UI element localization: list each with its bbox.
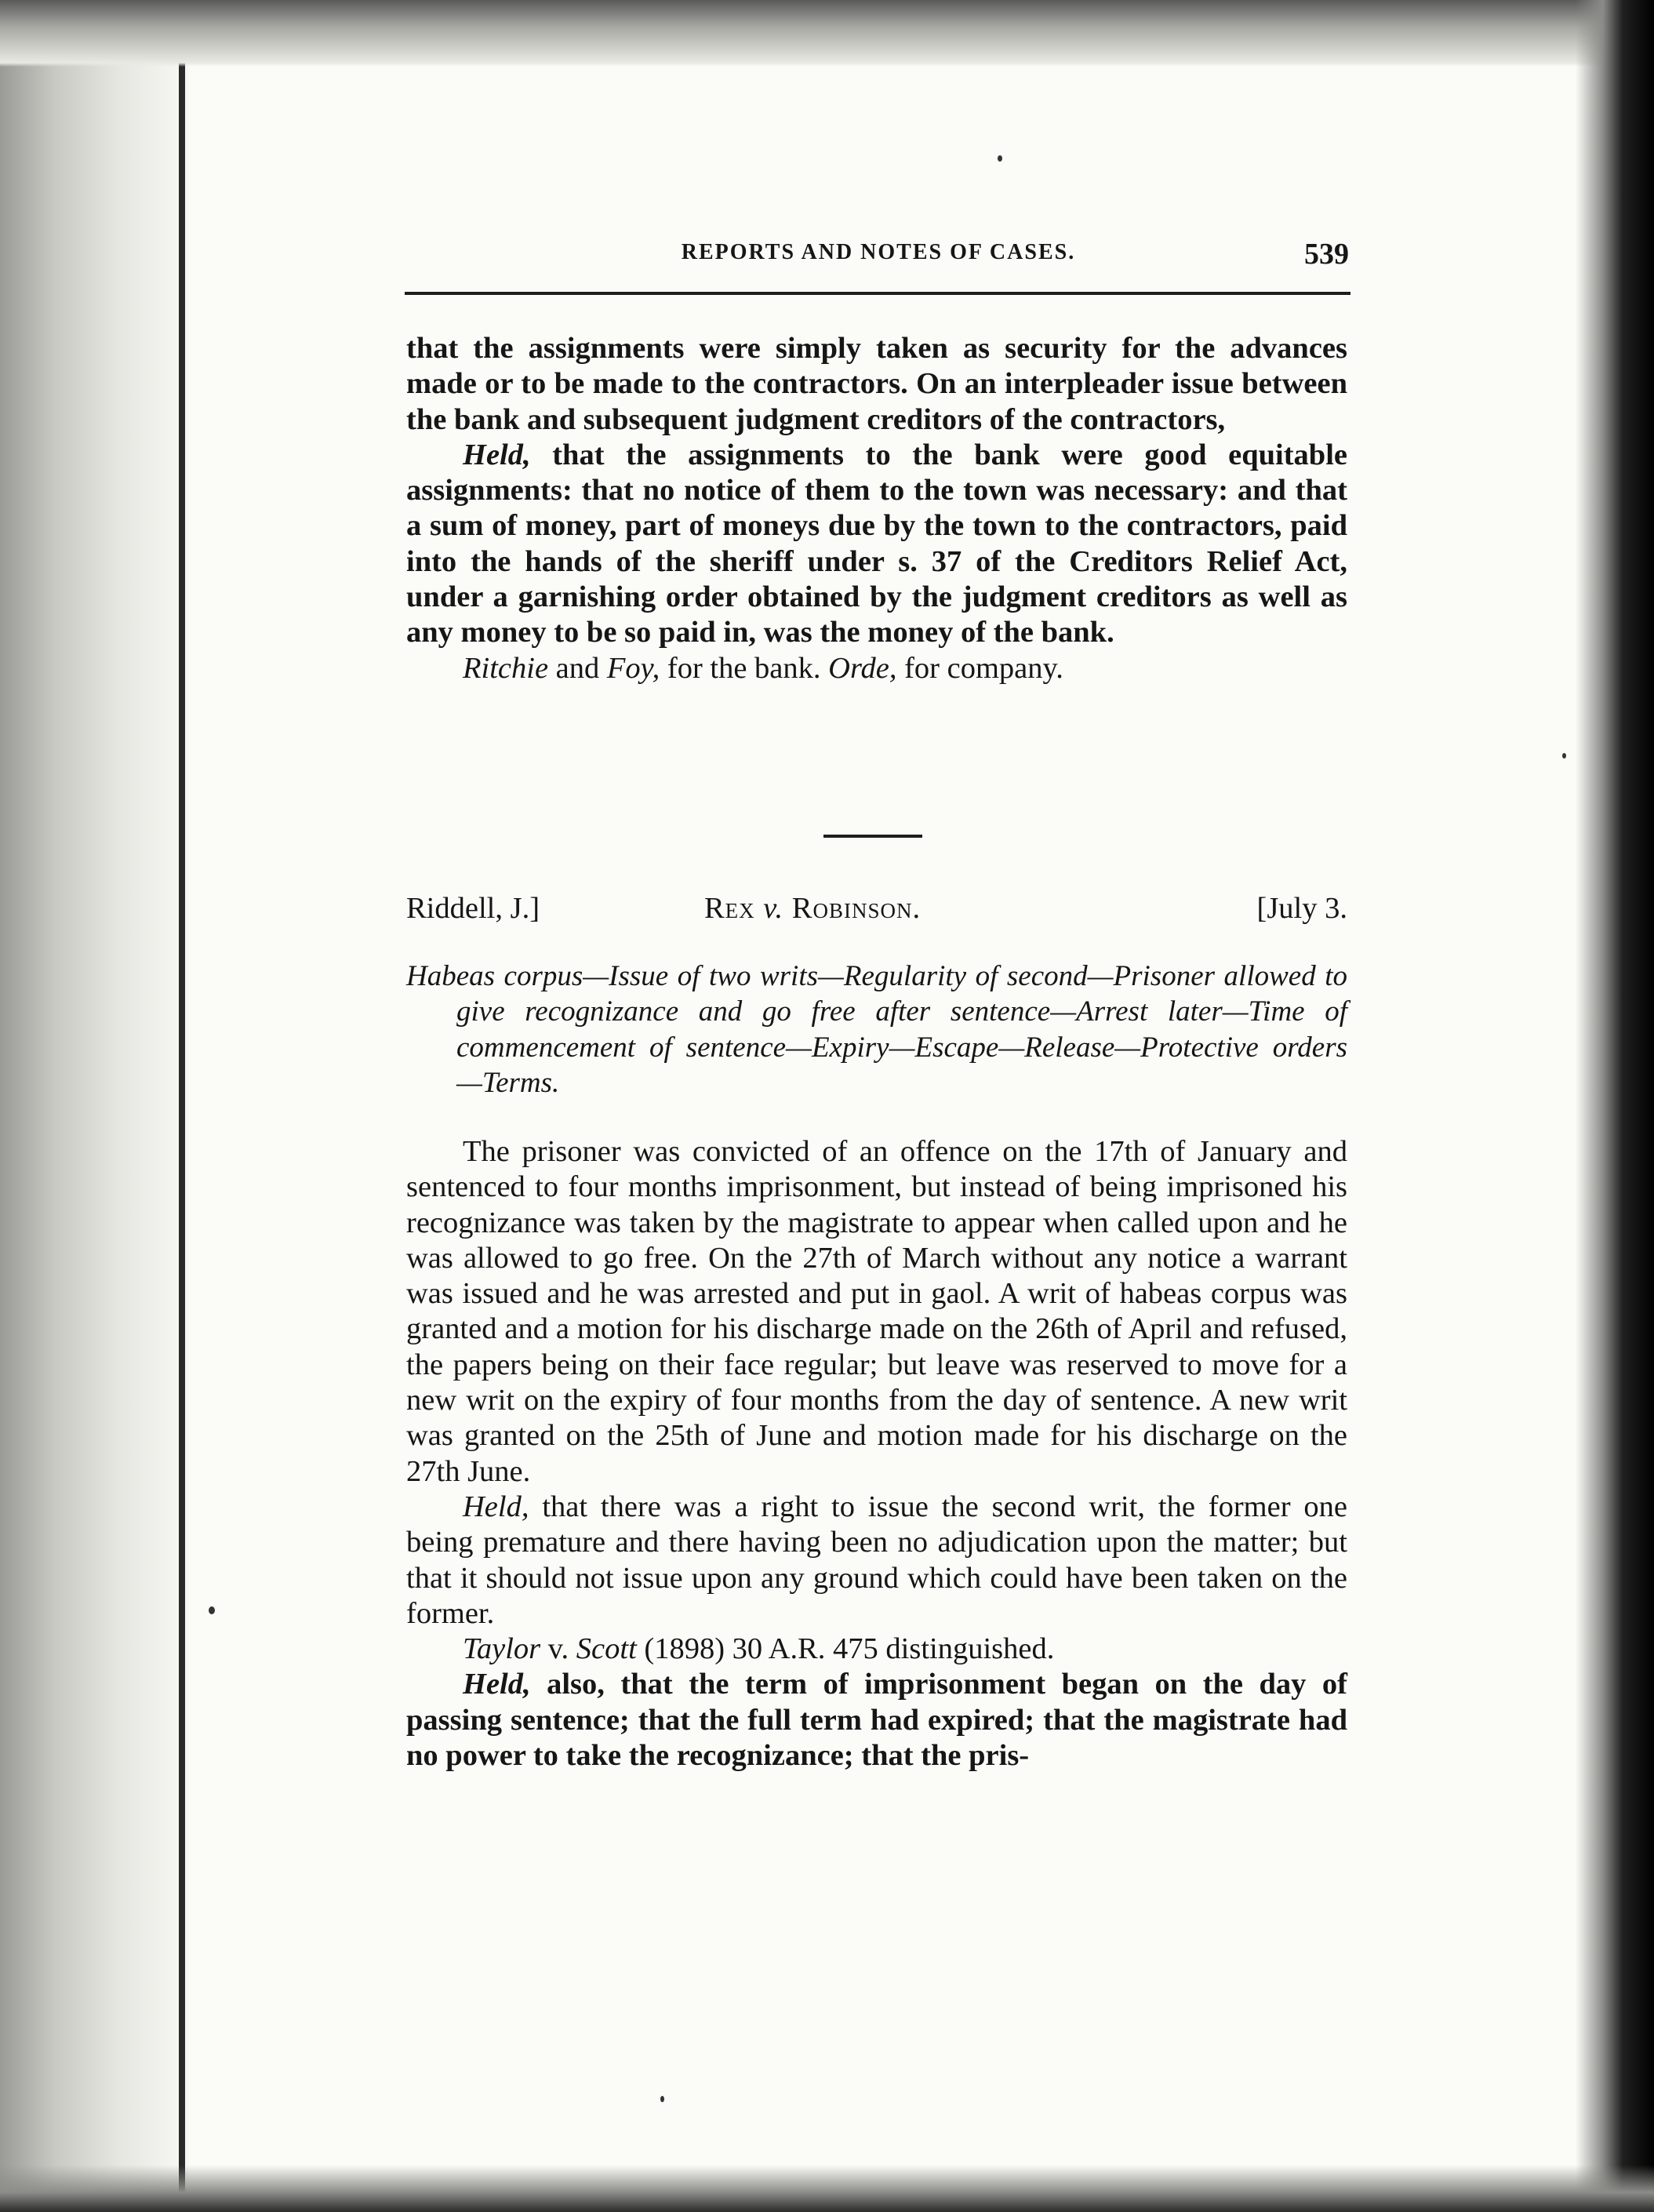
case-divider (823, 835, 922, 838)
holding-paragraph-2: Held, also, that the term of imprisonment began on the day of passing sentence; that the full term had expired; that the magistrate had no power to take the recognizance; that the pris- (406, 1668, 1347, 1773)
previous-case-continuation (406, 331, 1347, 686)
scan-page-edge (179, 31, 185, 2196)
header-rule (405, 292, 1350, 295)
case-heading (406, 891, 1347, 935)
scan-shadow-right (1576, 0, 1654, 2212)
case-judge: Riddell, J.] (406, 892, 540, 925)
case-body (406, 1134, 1347, 1774)
running-header: REPORTS AND NOTES OF CASES. (681, 240, 1076, 264)
case-headnote: Habeas corpus—Issue of two writs—Regularity of second—Prisoner allowed to give recognizance and go free after sentence—Arrest later—Time of commencement of sentence—Expiry—Escape—Release—Protective orders—Terms. (406, 960, 1347, 1099)
scan-speck (209, 1606, 215, 1614)
scan-speck (1562, 753, 1566, 759)
scan-speck (660, 2096, 664, 2102)
case-date: [July 3. (1256, 892, 1347, 925)
scan-shadow-left (0, 0, 188, 2212)
counsel-line: Ritchie and Foy, for the bank. Orde, for company. (463, 651, 1063, 685)
holding-paragraph: Held, that the assignments to the bank were good equitable assignments: that no notice of them to the town was necessary: and that a sum of money, part of moneys due by the town to the contractors, paid into the hands of the sheriff under s. 37 of the Creditors Relief Act, under a garnishing order obtained by the judgment creditors as well as any money to be so paid in, was the money of the bank. (406, 438, 1347, 649)
facts-paragraph: The prisoner was convicted of an offence on the 17th of January and sentenced to four months imprisonment, but instead of being imprisoned his recognizance was taken by the magistrate to appear when called upon and he was allowed to go free. On the 27th of March without any notice a warrant was issued and he was arrested and put in gaol. A writ of habeas corpus was granted and a motion for his discharge made on the 26th of April and refused, the papers being on their face regular; but leave was reserved to move for a new writ on the expiry of four months from the day of sentence. A new writ was granted on the 25th of June and motion made for his discharge on the 27th June. (406, 1135, 1347, 1488)
continuation-paragraph: that the assignments were simply taken as security for the advances made or to be made to the contractors. On an interpleader issue between the bank and subsequent judgment creditors of the contractors, (406, 332, 1347, 436)
scan-shadow-top (0, 0, 1654, 67)
page-number: 539 (1304, 238, 1349, 271)
scan-speck (998, 155, 1002, 162)
case-title: Rex v. Robinson. (704, 892, 922, 925)
scan-shadow-bottom (0, 2165, 1654, 2212)
holding-paragraph-1: Held, that there was a right to issue the second writ, the former one being premature and there having been no adjudication upon the matter; but that it should not issue upon any ground which could have been taken on the former. (406, 1490, 1347, 1630)
citation-paragraph: Taylor v. Scott (1898) 30 A.R. 475 distinguished. (463, 1632, 1055, 1666)
